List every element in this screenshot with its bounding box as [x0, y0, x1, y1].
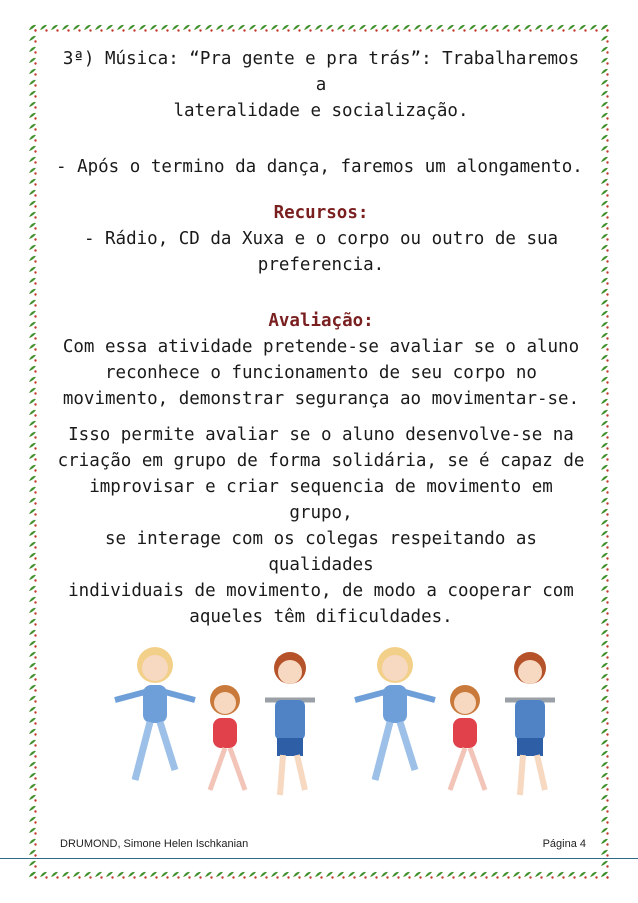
- evaluation-line-1: Com essa atividade pretende-se avaliar se o aluno: [62, 337, 580, 357]
- evaluation2-line-6: aqueles têm dificuldades.: [189, 607, 453, 627]
- resources-line-1: - Rádio, CD da Xuxa e o corpo ou outro de sua: [83, 229, 559, 249]
- evaluation-line-2: reconhece o funcionamento de seu corpo no: [105, 363, 537, 383]
- evaluation2-line-2: criação em grupo de forma solidária, se é capaz de: [57, 451, 585, 471]
- dancing-children-illustration: [95, 630, 555, 810]
- evaluation-line-3: movimento, demonstrar segurança ao movimentar-se.: [62, 389, 580, 409]
- footer-author: DRUMOND, Simone Helen Ischkanian: [60, 838, 249, 850]
- evaluation2-line-1: Isso permite avaliar se o aluno desenvolve-se na: [68, 425, 574, 445]
- footer-rule: [0, 858, 638, 859]
- stretch-paragraph: - Após o termino da dança, faremos um alongamento.: [56, 157, 583, 177]
- document-body: [56, 46, 586, 630]
- evaluation-heading: Avaliação:: [268, 311, 374, 331]
- footer-page-number: Página 4: [542, 838, 586, 850]
- child-group-right: [355, 647, 555, 795]
- child-group-left: [115, 647, 315, 795]
- resources-line-2: preferencia.: [257, 255, 385, 275]
- activity-line-2: lateralidade e socialização.: [173, 101, 469, 121]
- evaluation2-line-3: improvisar e criar sequencia de movimento em grupo,: [89, 477, 553, 523]
- resources-heading: Recursos:: [273, 203, 369, 223]
- evaluation2-line-4: se interage com os colegas respeitando as qualidades: [105, 529, 537, 575]
- evaluation2-line-5: individuais de movimento, de modo a cooperar com: [68, 581, 574, 601]
- activity-line-1: 3ª) Música: “Pra gente e pra trás”: Trabalharemos a: [62, 49, 580, 95]
